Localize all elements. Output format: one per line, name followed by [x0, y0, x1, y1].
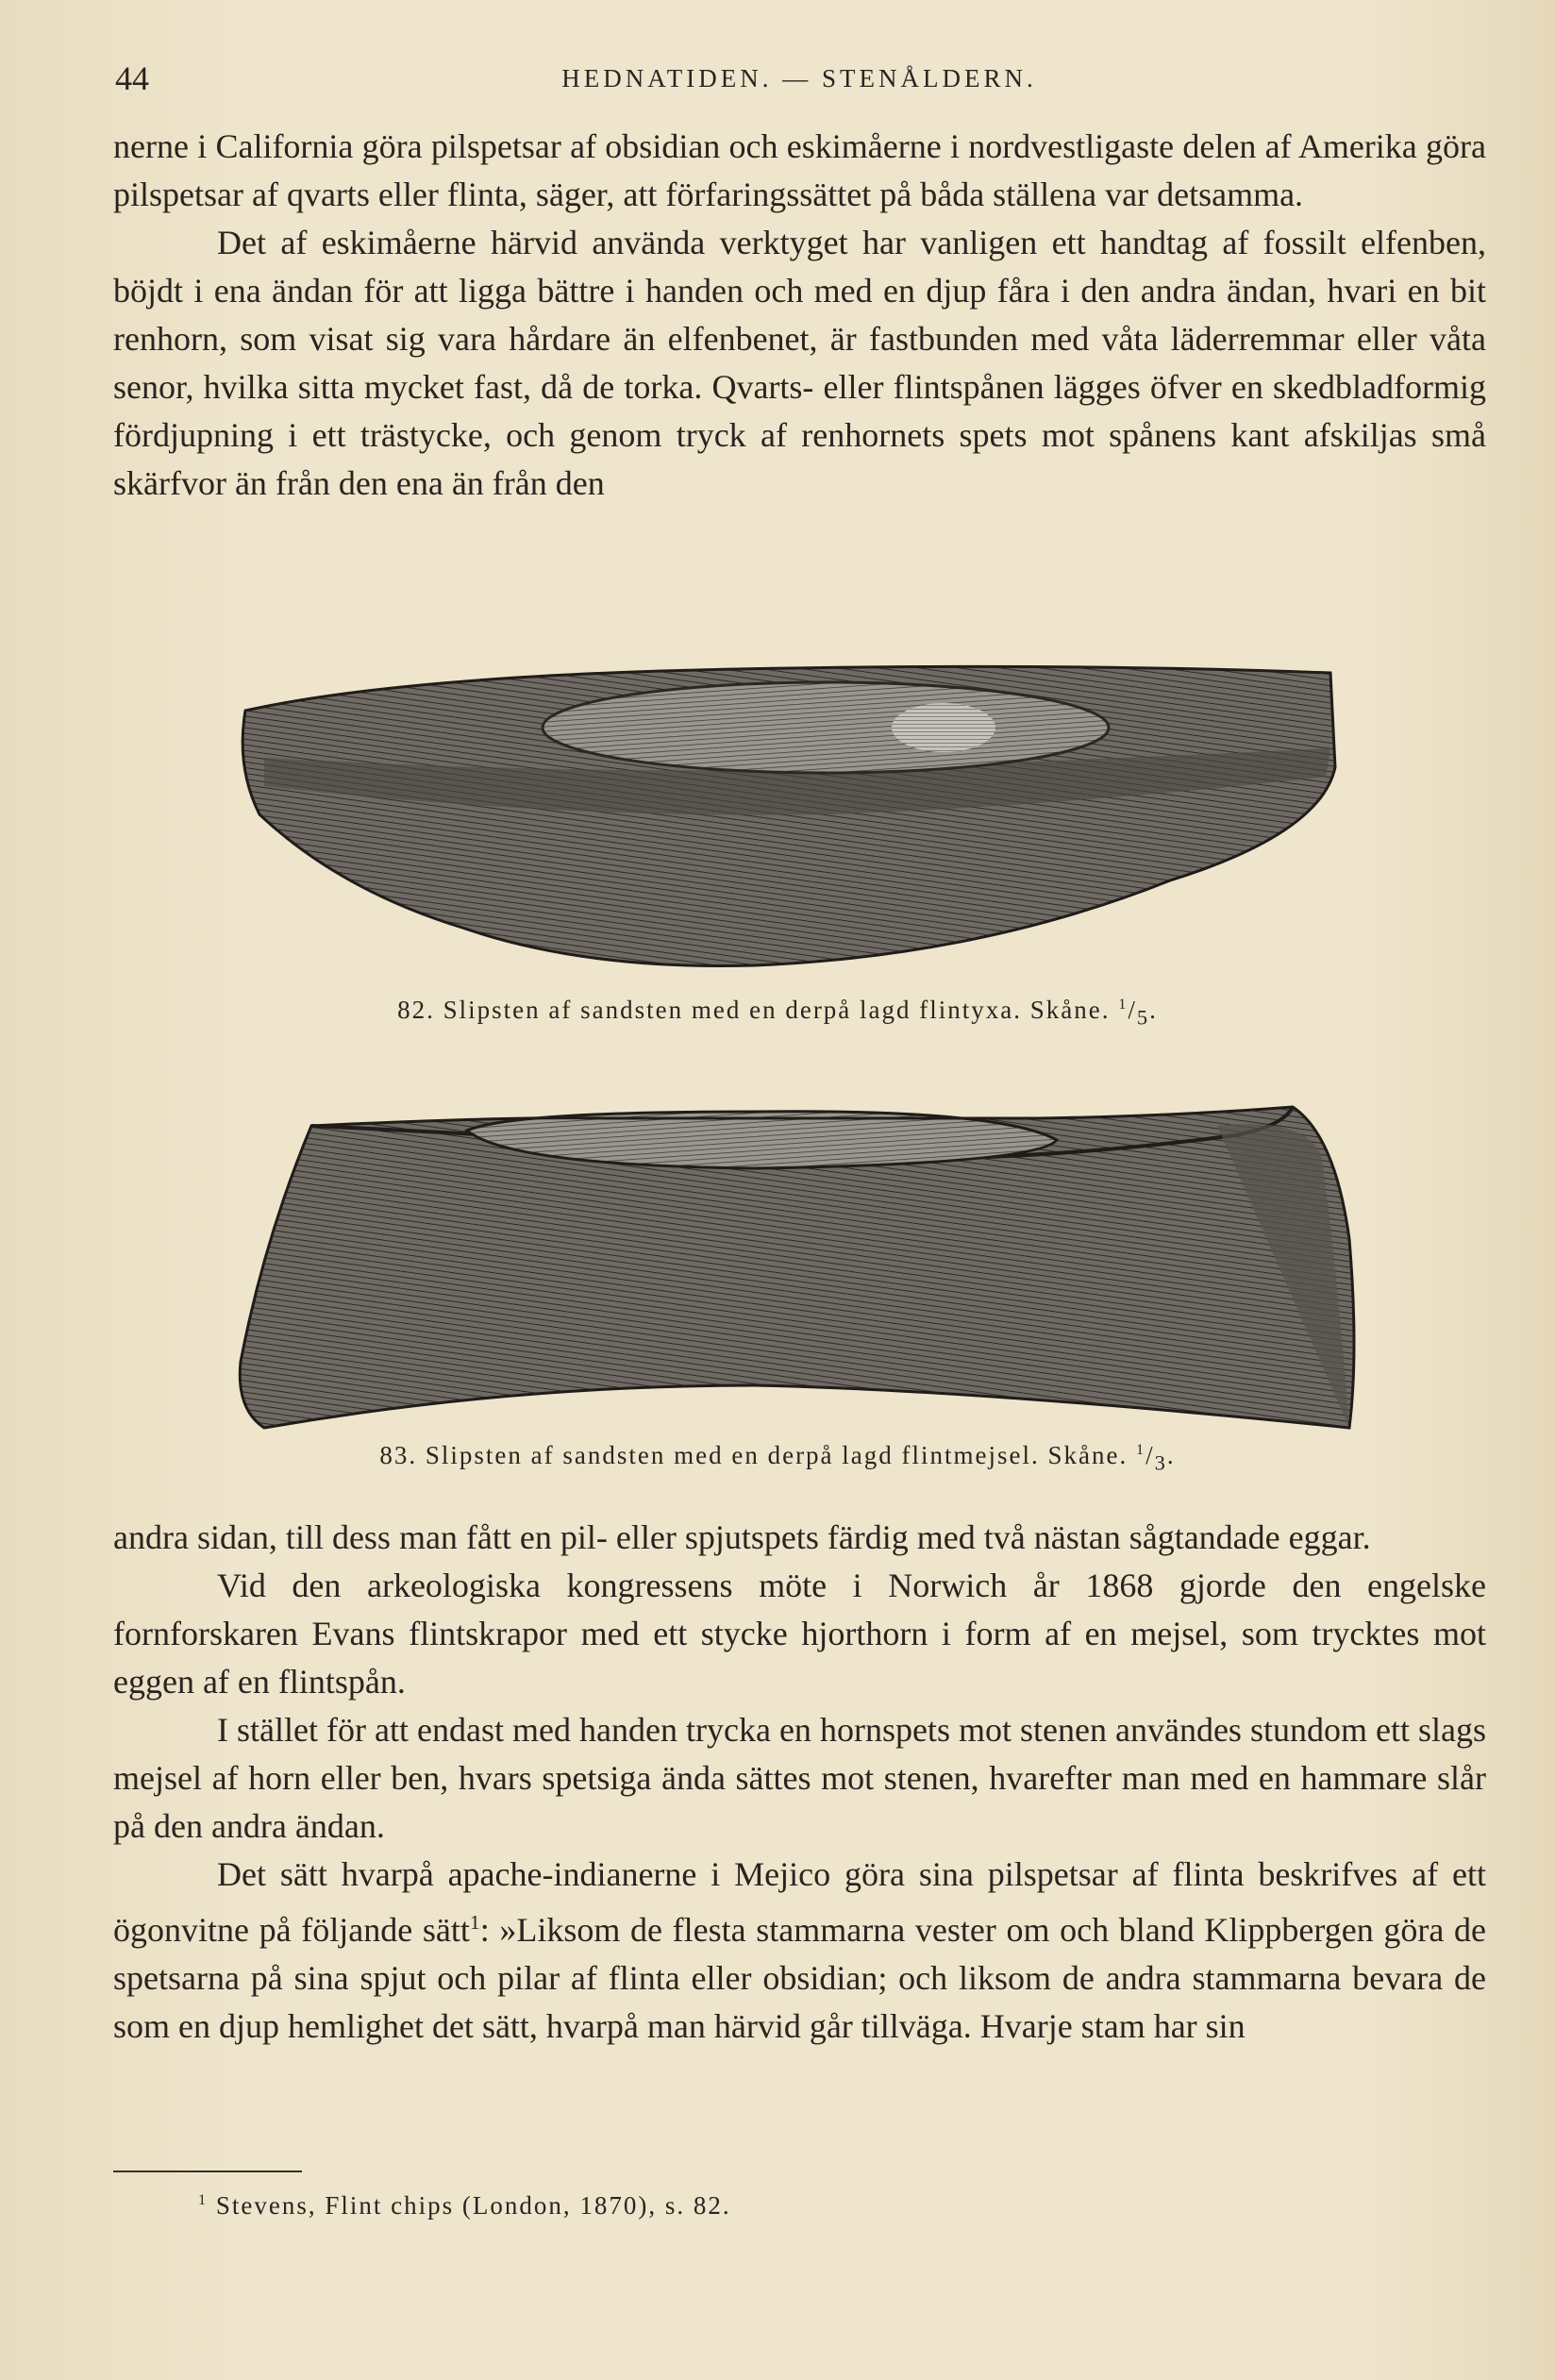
paragraph: nerne i California göra pilspetsar af obsidian och eskimåerne i nordvestligaste delen af Amerika göra pilspetsar af qvarts eller flinta, säger, att förfaringssättet på båda ställena var detsamma.	[113, 127, 1486, 213]
footnote-marker: 1	[198, 2191, 209, 2208]
text-block-bottom	[113, 1514, 1486, 2051]
paragraph	[113, 1851, 1486, 2051]
scale-numerator: 1	[1135, 1441, 1146, 1458]
figure-83-caption: 83. Slipsten af sandsten med en derpå lagd flintmejsel. Skåne. $^1/_3$.	[379, 1441, 1176, 1475]
caption-text: 83. Slipsten af sandsten med en derpå lagd flintmejsel. Skåne.	[379, 1441, 1129, 1469]
scale-denominator: 3	[1154, 1450, 1167, 1475]
page-number: 44	[115, 59, 149, 97]
caption-text: 82. Slipsten af sandsten med en derpå lagd flintyxa. Skåne.	[397, 996, 1111, 1024]
paragraph-text-cont: : »Liksom de flesta stammarna vester om och bland Klippbergen göra de spetsarna på sina spjut och pilar af flinta eller obsidian; och liksom de andra stammarna bevara de som en djup hemlighet det sätt, hvarpå man härvid går tillväga. Hvarje stam har sin	[113, 1911, 1486, 2045]
footnote	[198, 2191, 731, 2221]
figure-83-whetstone-with-flint-chisel	[226, 1098, 1378, 1447]
whetstone-axe-engraving	[226, 645, 1378, 984]
footnote-text: Stevens, Flint chips (London, 1870), s. 82.	[215, 2191, 731, 2220]
text-block-top	[113, 123, 1486, 508]
page-header	[115, 59, 1483, 106]
whetstone-chisel-engraving	[226, 1098, 1378, 1447]
scale-numerator: 1	[1118, 996, 1129, 1013]
paragraph: andra sidan, till dess man fått en pil- eller spjutspets färdig med två nästan sågtandade eggar.	[113, 1518, 1371, 1556]
paragraph: Det af eskimåerne härvid använda verktyget har vanligen ett handtag af fossilt elfenben, böjdt i ena ändan för att ligga bättre i handen och med en djup fåra i den andra ändan, hvari en bit renhorn, som visat sig vara hårdare än elfenbenet, är fastbunden med våta läderremmar eller våta senor, hvilka sitta mycket fast, då de torka. Qvarts- eller flintspånen lägges öfver en skedbladformig fördjupning i ett trästycke, och genom tryck af renhornets spets mot spånens kant afskiljas små skärfvor än från den ena än från den	[113, 224, 1486, 502]
running-head: HEDNATIDEN. — STENÅLDERN.	[561, 64, 1037, 92]
figure-82-caption: 82. Slipsten af sandsten med en derpå lagd flintyxa. Skåne. $^1/_5$.	[397, 996, 1158, 1030]
scale-denominator: 5	[1136, 1005, 1150, 1030]
paragraph: Vid den arkeologiska kongressens möte i Norwich år 1868 gjorde den engelske fornforskaren Evans flintskrapor med ett stycke hjorthorn i form af en mejsel, som trycktes mot eggen af en flintspån.	[113, 1567, 1486, 1701]
paragraph-text: Det sätt hvarpå apache-indianerne i Mejico göra sina pilspetsar af flinta beskrifves af ett ögonvitne på följande sätt	[113, 1855, 1486, 1949]
paragraph: I stället för att endast med handen trycka en hornspets mot stenen användes stundom ett slags mejsel af horn eller ben, hvars spetsiga ända sättes mot stenen, hvarefter man med en hammare slår på den andra ändan.	[113, 1711, 1486, 1845]
footnote-rule	[113, 2170, 302, 2172]
footnote-ref: 1	[469, 1911, 480, 1934]
figure-82-whetstone-with-flint-axe	[226, 645, 1378, 984]
